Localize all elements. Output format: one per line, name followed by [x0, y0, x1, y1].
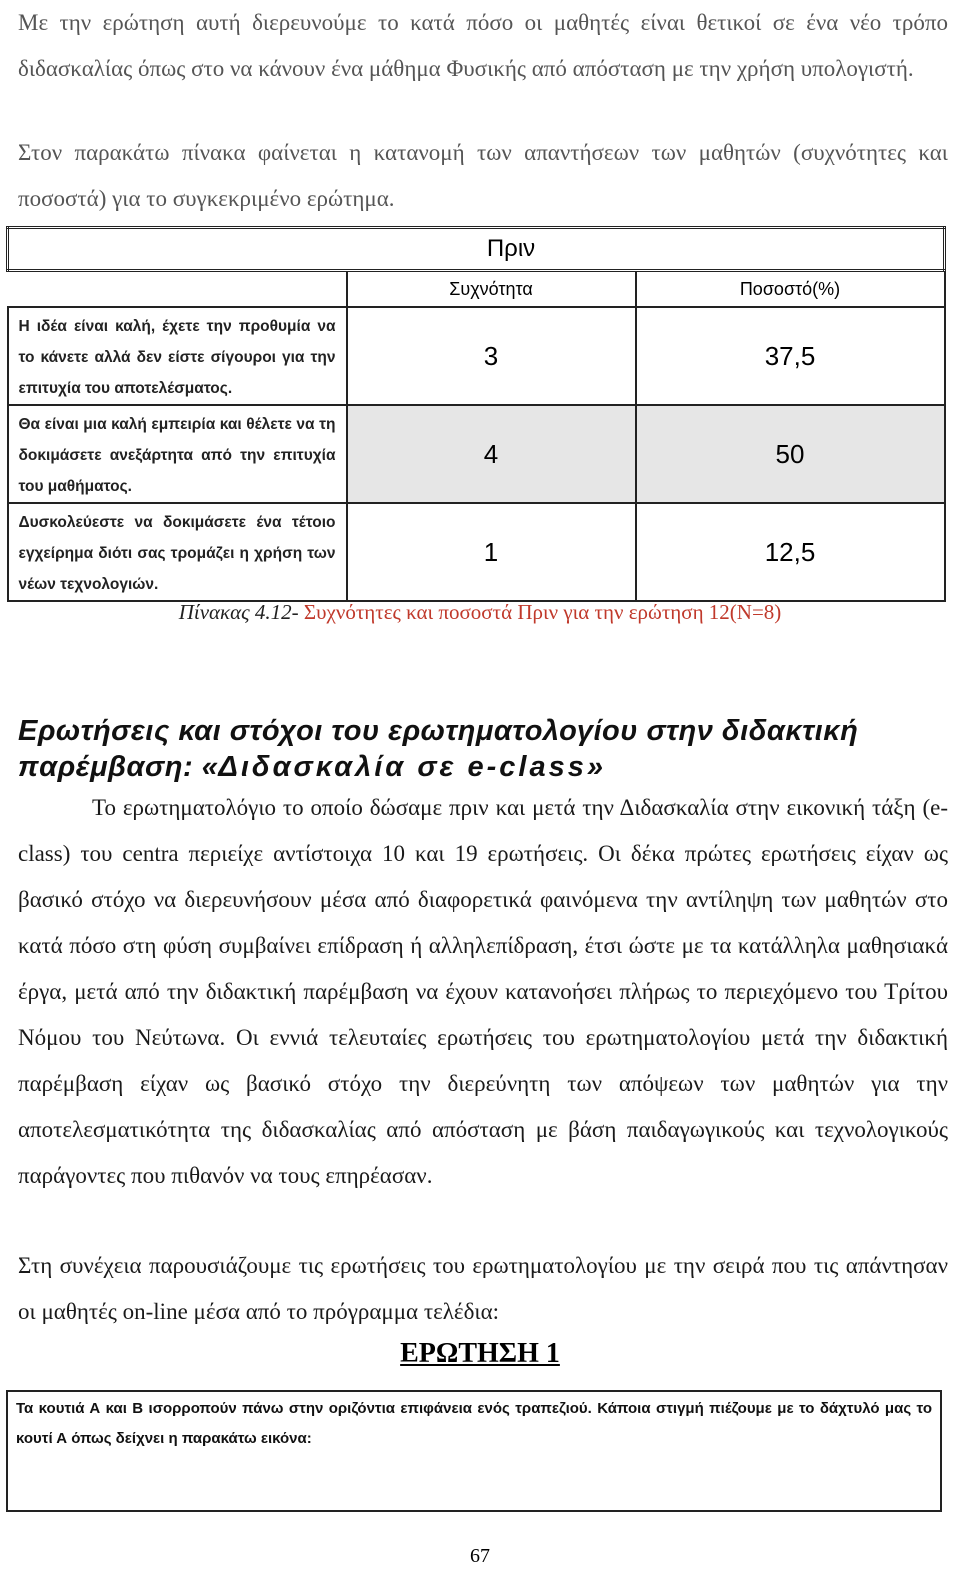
- section-heading-part1: Ερωτήσεις και στόχοι του ερωτηματολογίου στην διδακτική παρέμβαση: «: [18, 715, 859, 783]
- question-box: [6, 1390, 942, 1512]
- frequency-cell: 4: [347, 405, 636, 503]
- question-text: Τα κουτιά Α και Β ισορροπούν πάνω στην οριζόντια επιφάνεια ενός τραπεζιού. Κάποια στιγμή πιέζουμε με το δάχτυλό μας το κουτί Α όπως δείχνει η παρακάτω εικόνα:: [16, 1400, 932, 1447]
- table-title-row: [8, 228, 945, 271]
- question-title: [0, 1338, 960, 1370]
- section-heading: [18, 713, 948, 785]
- percentage-cell: 50: [636, 405, 945, 503]
- table-header-row: [8, 271, 945, 308]
- table-title: Πριν: [8, 228, 945, 271]
- table-header-blank: [8, 271, 347, 308]
- table-row: [8, 307, 945, 405]
- section-heading-part2: Διδασκαλία σε e-class: [218, 751, 587, 783]
- percentage-cell: 37,5: [636, 307, 945, 405]
- answer-cell: Δυσκολεύεστε να δοκιμάσετε ένα τέτοιο εγχείρημα διότι σας τρομάζει η χρήση των νέων τεχνολογιών.: [8, 503, 347, 601]
- caption-text: Συχνότητες και ποσοστά Πριν για την ερώτηση 12(Ν=8): [303, 600, 782, 624]
- answer-cell: Θα είναι μια καλή εμπειρία και θέλετε να τη δοκιμάσετε ανεξάρτητα από την επιτυχία του μαθήματος.: [8, 405, 347, 503]
- body-paragraph-2: Στη συνέχεια παρουσιάζουμε τις ερωτήσεις του ερωτηματολογίου με την σειρά που τις απάντησαν οι μαθητές on-line μέσα από το πρόγραμμα τελέδια:: [18, 1253, 948, 1324]
- frequency-table: [6, 226, 946, 602]
- answer-cell: Η ιδέα είναι καλή, έχετε την προθυμία να το κάνετε αλλά δεν είστε σίγουροι για την επιτυχία του αποτελέσματος.: [8, 307, 347, 405]
- table-row: [8, 503, 945, 601]
- intro-paragraph-2: Στον παρακάτω πίνακα φαίνεται η κατανομή των απαντήσεων των μαθητών (συχνότητες και ποσοστά) για το συγκεκριμένο ερώτημα.: [18, 140, 948, 211]
- column-header-frequency: Συχνότητα: [347, 271, 636, 308]
- page-number: 67: [470, 1545, 490, 1567]
- caption-label: Πίνακας 4.12-: [178, 600, 299, 624]
- section-heading-part3: »: [586, 751, 604, 783]
- frequency-cell: 1: [347, 503, 636, 601]
- question-title-text: ΕΡΩΤΗΣΗ 1: [400, 1338, 560, 1369]
- frequency-cell: 3: [347, 307, 636, 405]
- table-row: [8, 405, 945, 503]
- column-header-percentage: Ποσοστό(%): [636, 271, 945, 308]
- percentage-cell: 12,5: [636, 503, 945, 601]
- table-caption: [0, 600, 960, 625]
- intro-paragraph-1: Με την ερώτηση αυτή διερευνούμε το κατά πόσο οι μαθητές είναι θετικοί σε ένα νέο τρόπο διδασκαλίας όπως στο να κάνουν ένα μάθημα Φυσικής από απόσταση με την χρήση υπολογιστή.: [18, 10, 948, 81]
- body-paragraph-1: Το ερωτηματολόγιο το οποίο δώσαμε πριν και μετά την Διδασκαλία στην εικονική τάξη (e-class) του centra περιείχε αντίστοιχα 10 και 19 ερωτήσεις. Οι δέκα πρώτες ερωτήσεις είχαν ως βασικό στόχο να διερευνήσουν μέσα από διαφορετικά φαινόμενα την αντίληψη των μαθητών στο κατά πόσο στη φύση συμβαίνει επίδραση ή αλληλεπίδραση, έτσι ώστε με τα κατάλληλα μαθησιακά έργα, μετά από την διδακτική παρέμβαση να έχουν κατανοήσει πλήρως το περιεχόμενο του Τρίτου Νόμου του Νεύτωνα. Οι εννιά τελευταίες ερωτήσεις του ερωτηματολογίου μετά την διδακτική παρέμβαση είχαν ως βασικό στόχο την διερεύνητη των απόψεων των μαθητών για την αποτελεσματικότητα της διδασκαλίας από απόσταση με βάση παιδαγωγικούς και τεχνολογικούς παράγοντες που πιθανόν να τους επηρέασαν.: [18, 795, 948, 1188]
